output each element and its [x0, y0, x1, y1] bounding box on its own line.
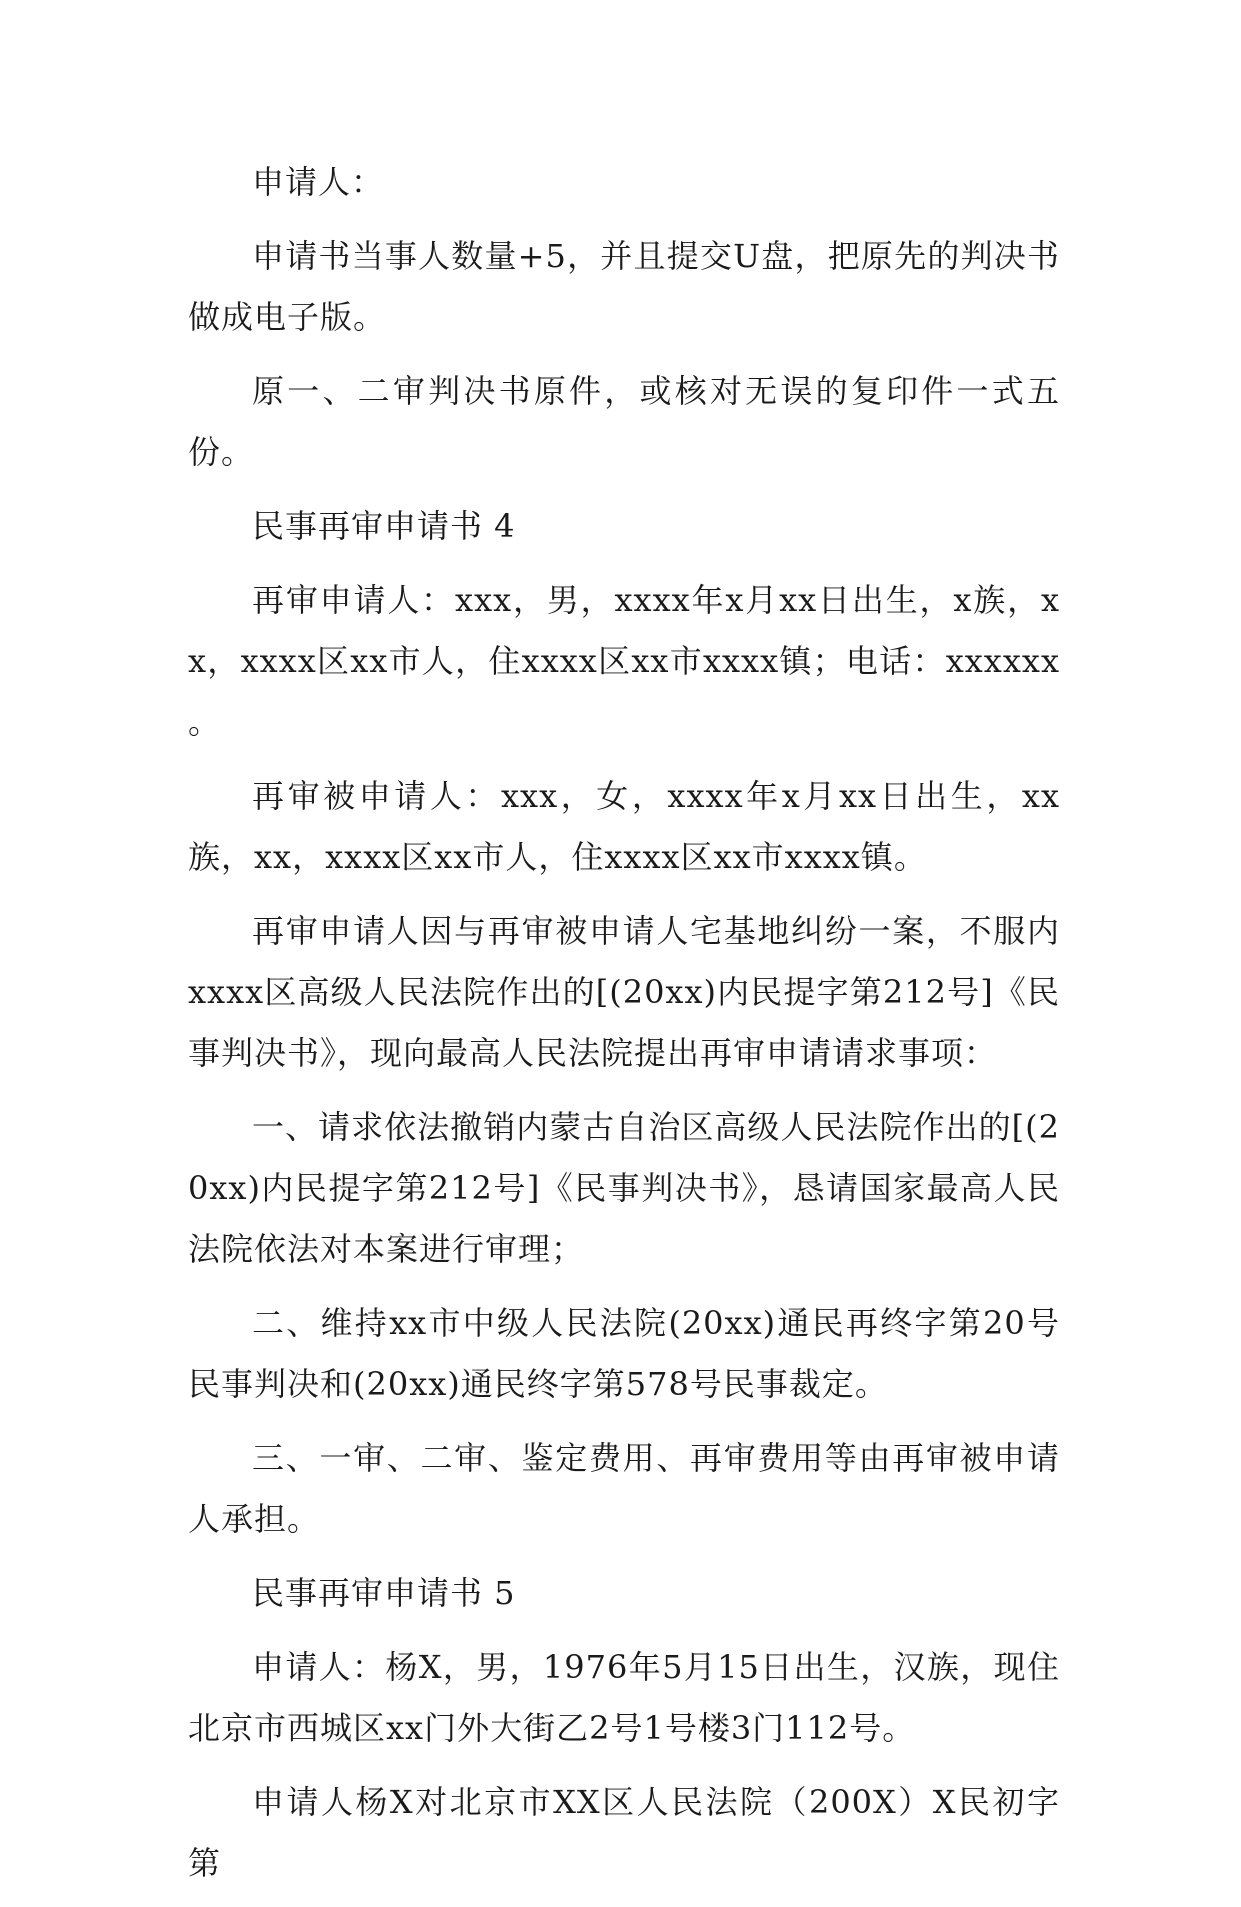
paragraph-request-1: 一、请求依法撤销内蒙古自治区高级人民法院作出的[(20xx)内民提字第212号]《民事判决书》，恳请国家最高人民法院依法对本案进行审理；: [188, 1108, 1060, 1268]
paragraph-copies-requirement: 申请书当事人数量+5，并且提交U盘，把原先的判决书做成电子版。: [188, 237, 1060, 336]
paragraph-applicant-yang: 申请人：杨X，男，1976年5月15日出生，汉族，现住北京市西城区xx门外大街乙2号1号楼3门112号。: [188, 1648, 1060, 1747]
paragraph-applicant-label: 申请人：: [252, 163, 385, 201]
paragraph-case-summary: 再审申请人因与再审被申请人宅基地纠纷一案，不服内xxxx区高级人民法院作出的[(20xx)内民提字第212号]《民事判决书》，现向最高人民法院提出再审申请请求事项：: [188, 912, 1060, 1072]
paragraph-request-3: 三、一审、二审、鉴定费用、再审费用等由再审被申请人承担。: [188, 1439, 1060, 1538]
document-body: [188, 152, 1072, 1907]
section-heading-5: 民事再审申请书 5: [252, 1574, 516, 1612]
paragraph-applicant-statement: 申请人杨X对北京市XX区人民法院（200X）X民初字第: [188, 1783, 1060, 1882]
paragraph-request-2: 二、维持xx市中级人民法院(20xx)通民再终字第20号民事判决和(20xx)通民终字第578号民事裁定。: [188, 1304, 1060, 1403]
paragraph-retrial-respondent: 再审被申请人：xxx，女，xxxx年x月xx日出生，xx族，xx，xxxx区xx市人，住xxxx区xx市xxxx镇。: [188, 777, 1060, 876]
section-heading-4: 民事再审申请书 4: [252, 507, 516, 545]
paragraph-retrial-applicant: 再审申请人：xxx，男，xxxx年x月xx日出生，x族，xx，xxxx区xx市人，住xxxx区xx市xxxx镇；电话：xxxxxx 。: [188, 581, 1072, 741]
paragraph-original-judgment: 原一、二审判决书原件，或核对无误的复印件一式五份。: [188, 372, 1060, 471]
